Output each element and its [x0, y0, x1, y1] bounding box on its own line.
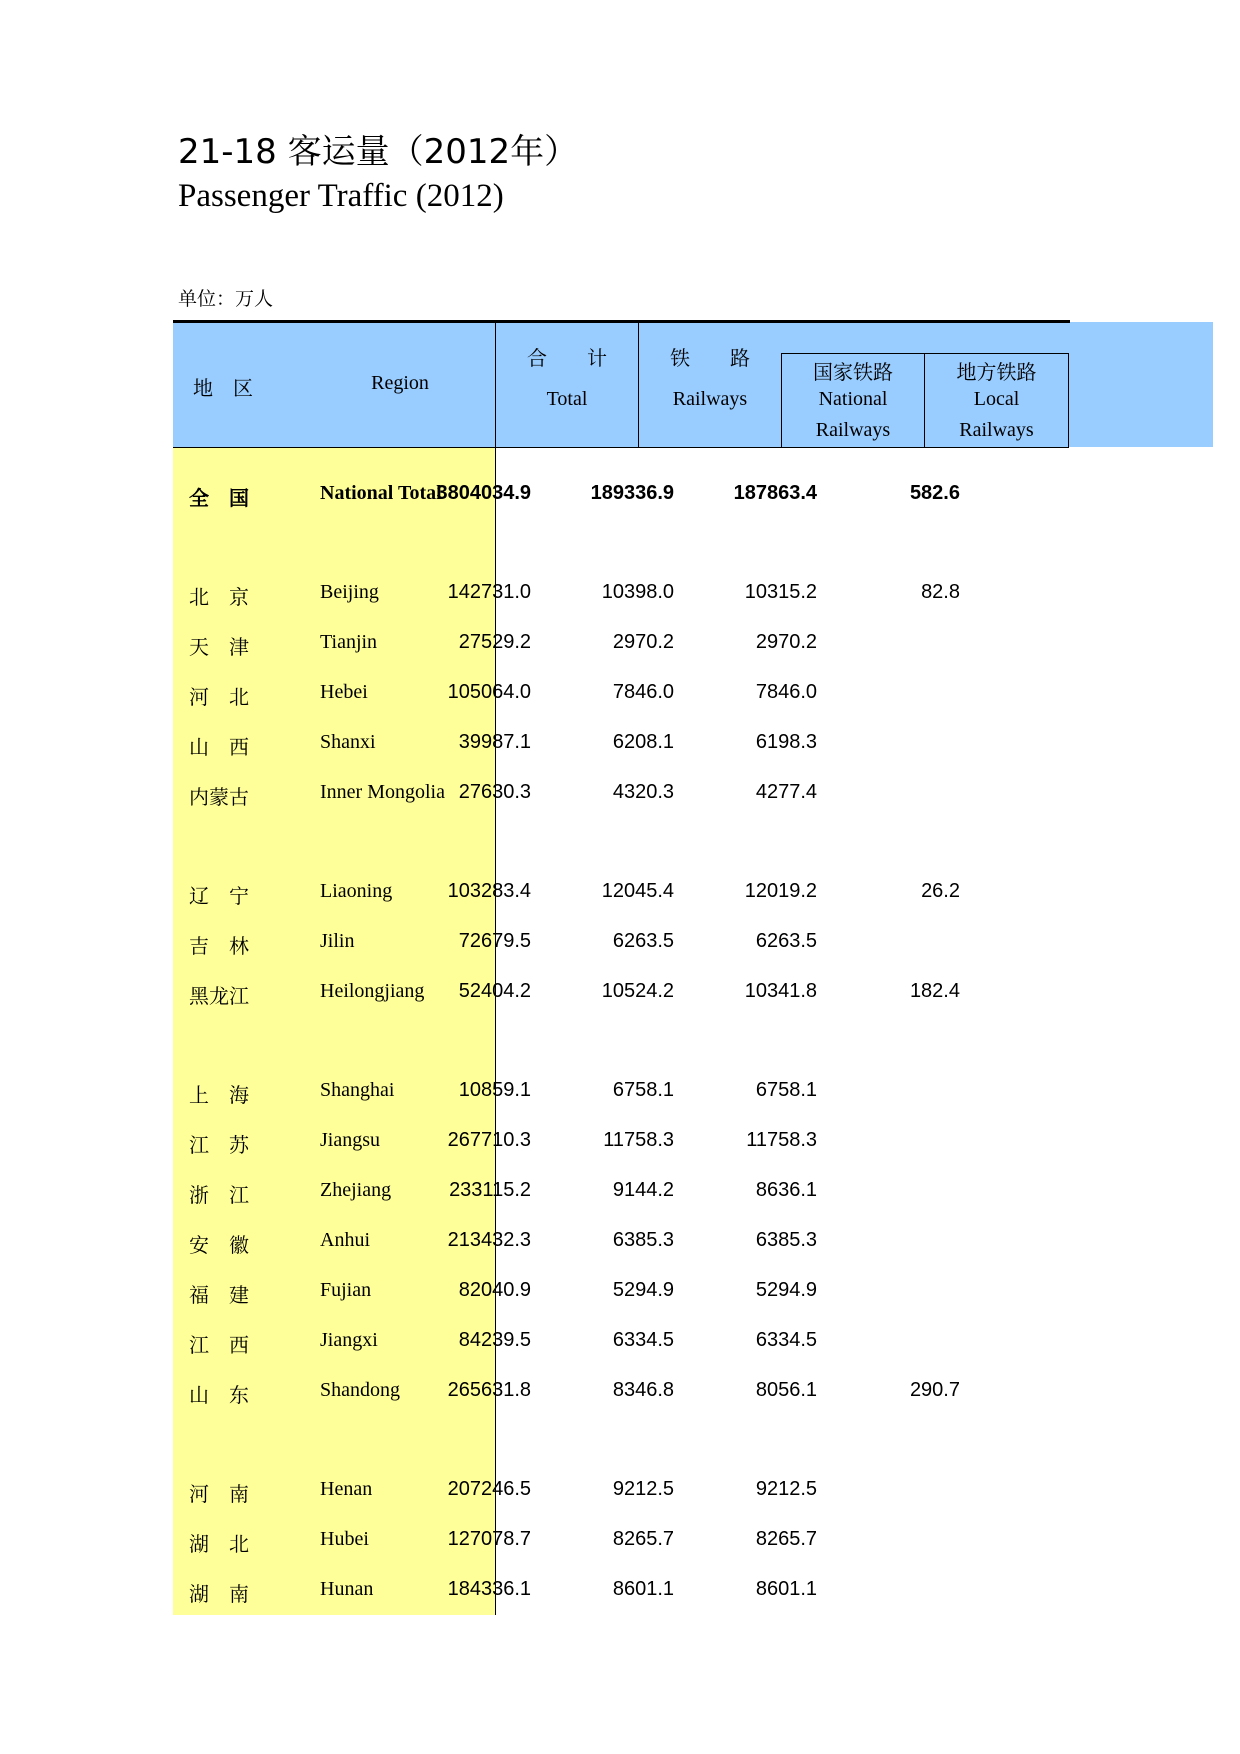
- railways-value: 8265.7: [612, 1528, 674, 1550]
- table-row: [173, 872, 1070, 912]
- region-name-cn: 河 北: [189, 685, 249, 709]
- region-name-cn: 辽 宁: [189, 884, 249, 908]
- national-railways-value: 7846.0: [755, 681, 817, 703]
- national-railways-value: 5294.9: [755, 1279, 817, 1301]
- region-name-cn: 上 海: [189, 1083, 249, 1107]
- total-value: 213432.3: [447, 1229, 531, 1251]
- table-row: [173, 1171, 1070, 1211]
- region-name-cn: 江 苏: [189, 1133, 249, 1157]
- national-railways-value: 6198.3: [755, 731, 817, 753]
- local-railways-value: 182.4: [909, 980, 960, 1002]
- national-railways-value: 8265.7: [755, 1528, 817, 1550]
- national-railways-value: 12019.2: [744, 880, 817, 902]
- region-name-en: Anhui: [320, 1229, 370, 1251]
- table-row: [173, 1321, 1070, 1361]
- sub-header-top-rule: [781, 353, 1069, 354]
- total-value: 82040.9: [458, 1279, 531, 1301]
- local-railways-value: 582.6: [909, 482, 960, 504]
- table-row: [173, 1221, 1070, 1261]
- table-row: [173, 673, 1070, 713]
- railways-value: 8346.8: [612, 1379, 674, 1401]
- region-name-en: Inner Mongolia: [320, 781, 445, 803]
- local-railways-value: 82.8: [921, 581, 960, 603]
- national-railways-value: 8601.1: [755, 1578, 817, 1600]
- national-railways-value: 6758.1: [755, 1079, 817, 1101]
- table-row: [173, 972, 1070, 1012]
- local-column-right-border: [1068, 353, 1069, 448]
- region-name-en: Beijing: [320, 581, 379, 603]
- railways-value: 189336.9: [590, 482, 674, 504]
- table-top-rule: [173, 320, 1070, 323]
- national-railways-value: 11758.3: [746, 1129, 817, 1151]
- railways-value: 12045.4: [601, 880, 674, 902]
- local-railways-value: 290.7: [909, 1379, 960, 1401]
- region-name-cn: 天 津: [189, 635, 249, 659]
- railways-value: 9212.5: [612, 1478, 674, 1500]
- railways-value: 6334.5: [612, 1329, 674, 1351]
- region-name-cn: 福 建: [189, 1283, 249, 1307]
- region-name-cn: 河 南: [189, 1482, 249, 1506]
- total-value: 27529.2: [458, 631, 531, 653]
- page-title-english: Passenger Traffic (2012): [178, 178, 504, 214]
- national-railways-value: 9212.5: [755, 1478, 817, 1500]
- header-region-cn: 地 区: [193, 376, 253, 400]
- total-value: 103283.4: [447, 880, 531, 902]
- railways-value: 2970.2: [612, 631, 674, 653]
- total-value: 142731.0: [447, 581, 531, 603]
- railways-value: 7846.0: [612, 681, 674, 703]
- header-total-en: Total: [546, 388, 588, 410]
- total-value: 72679.5: [458, 930, 531, 952]
- table-row: [173, 1520, 1070, 1560]
- total-value: 105064.0: [447, 681, 531, 703]
- region-name-en: Jilin: [320, 930, 355, 952]
- region-name-en: Hunan: [320, 1578, 374, 1600]
- national-railways-value: 4277.4: [755, 781, 817, 803]
- table-row: [173, 1271, 1070, 1311]
- region-name-en: Heilongjiang: [320, 980, 425, 1002]
- total-value: 3804034.9: [436, 482, 531, 504]
- region-name-cn: 内蒙古: [189, 785, 249, 809]
- region-name-en: Hebei: [320, 681, 368, 703]
- local-railways-value: 26.2: [921, 880, 960, 902]
- table-row: [173, 1371, 1070, 1411]
- total-value: 10859.1: [458, 1079, 531, 1101]
- railways-value: 6385.3: [612, 1229, 674, 1251]
- header-railways-cn: 铁 路: [670, 346, 750, 370]
- region-name-en: Jiangsu: [320, 1129, 380, 1151]
- region-name-en: Tianjin: [320, 631, 378, 653]
- total-column-divider: [638, 322, 639, 448]
- total-value: 52404.2: [458, 980, 531, 1002]
- region-name-en: Shandong: [320, 1379, 400, 1401]
- total-value: 127078.7: [447, 1528, 531, 1550]
- table-row: [173, 573, 1070, 613]
- total-value: 265631.8: [447, 1379, 531, 1401]
- railways-value: 10524.2: [601, 980, 674, 1002]
- table-row: [173, 623, 1070, 663]
- region-name-en: Hubei: [320, 1528, 369, 1550]
- total-value: 207246.5: [447, 1478, 531, 1500]
- railways-value: 5294.9: [612, 1279, 674, 1301]
- region-name-cn: 湖 北: [189, 1532, 249, 1556]
- total-value: 233115.2: [449, 1179, 531, 1201]
- unit-label: 单位：万人: [178, 289, 274, 310]
- header-bottom-rule: [173, 447, 1069, 448]
- region-name-en: Henan: [320, 1478, 373, 1500]
- total-value: 27630.3: [458, 781, 531, 803]
- header-local-cn: 地方铁路: [956, 360, 1037, 384]
- header-national-cn: 国家铁路: [813, 360, 893, 384]
- national-railways-value: 6334.5: [755, 1329, 817, 1351]
- railways-value: 6263.5: [612, 930, 674, 952]
- header-local-en-line2: Railways: [959, 419, 1034, 441]
- total-value: 39987.1: [458, 731, 531, 753]
- region-name-en: Fujian: [320, 1279, 372, 1301]
- total-value: 84239.5: [458, 1329, 531, 1351]
- railways-value: 4320.3: [612, 781, 674, 803]
- table-row: [173, 1071, 1070, 1111]
- national-railways-value: 2970.2: [755, 631, 817, 653]
- national-railways-value: 10315.2: [744, 581, 817, 603]
- table-row: [173, 1570, 1070, 1610]
- page-title-chinese: 21-18 客运量（2012年）: [178, 132, 579, 172]
- header-local-en-line1: Local: [973, 388, 1020, 410]
- national-railways-value: 6263.5: [755, 930, 817, 952]
- table-row-national-total: [173, 474, 1070, 514]
- region-name-cn: 吉 林: [189, 934, 249, 958]
- region-name-en: National Total: [320, 482, 442, 504]
- railways-value: 9144.2: [612, 1179, 674, 1201]
- national-railways-value: 187863.4: [733, 482, 817, 504]
- railways-value: 11758.3: [603, 1129, 674, 1151]
- table-row: [173, 1470, 1070, 1510]
- region-name-en: Shanxi: [320, 731, 376, 753]
- header-total-cn: 合 计: [527, 346, 607, 370]
- national-railways-value: 8056.1: [755, 1379, 817, 1401]
- table-row: [173, 1121, 1070, 1161]
- region-name-en: Zhejiang: [320, 1179, 392, 1201]
- region-name-cn: 江 西: [189, 1333, 249, 1357]
- national-railways-value: 6385.3: [755, 1229, 817, 1251]
- table-row: [173, 723, 1070, 763]
- region-name-cn: 安 徽: [189, 1233, 249, 1257]
- header-railways-en: Railways: [672, 388, 748, 410]
- region-name-en: Liaoning: [320, 880, 393, 902]
- total-value: 184336.1: [447, 1578, 531, 1600]
- table-row: [173, 773, 1070, 813]
- railways-value: 10398.0: [601, 581, 674, 603]
- total-value: 267710.3: [447, 1129, 531, 1151]
- region-name-cn: 山 东: [189, 1383, 249, 1407]
- national-railways-value: 8636.1: [755, 1179, 817, 1201]
- region-name-en: Jiangxi: [320, 1329, 378, 1351]
- railways-value: 6758.1: [612, 1079, 674, 1101]
- region-name-cn: 黑龙江: [189, 984, 249, 1008]
- region-name-cn: 浙 江: [189, 1183, 249, 1207]
- region-name-cn: 全 国: [189, 486, 249, 510]
- table-row: [173, 922, 1070, 962]
- railways-value: 8601.1: [612, 1578, 674, 1600]
- header-region-en: Region: [371, 372, 429, 394]
- region-name-en: Shanghai: [320, 1079, 395, 1101]
- railways-value: 6208.1: [612, 731, 674, 753]
- region-name-cn: 湖 南: [189, 1582, 249, 1606]
- region-name-cn: 北 京: [189, 585, 249, 609]
- header-national-en-line1: National: [818, 388, 888, 410]
- region-column-divider: [495, 322, 496, 1615]
- header-national-en-line2: Railways: [815, 419, 891, 441]
- region-name-cn: 山 西: [189, 735, 249, 759]
- national-railways-value: 10341.8: [744, 980, 817, 1002]
